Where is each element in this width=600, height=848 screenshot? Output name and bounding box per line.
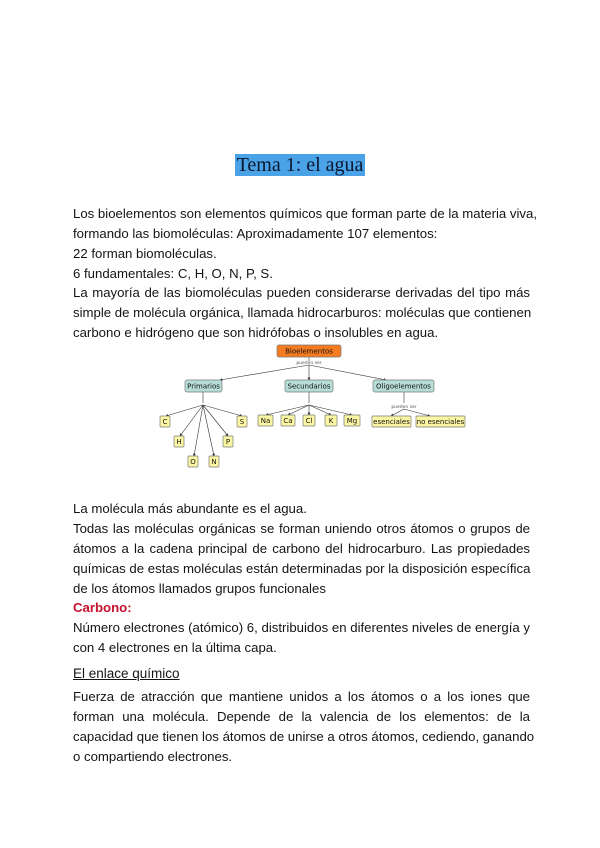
node-c: [160, 416, 170, 427]
node-bioelementos: [277, 345, 341, 357]
carbono-heading: Carbono:: [73, 600, 132, 615]
node-label: C: [162, 418, 168, 426]
text-line: carbono e hidrógeno que son hidrófobas o insolubles en agua.: [73, 325, 439, 340]
functional-groups-paragraph: [73, 499, 530, 599]
text-line: 6 fundamentales: C, H, O, N, P, S.: [73, 266, 273, 281]
node-label: S: [239, 418, 245, 426]
text-line: de los átomos llamados grupos funcionales: [73, 581, 326, 596]
text-line: 22 forman biomoléculas.: [73, 246, 217, 261]
text-line: Fuerza de atracción que mantiene unidos a los átomos o a los iones que: [73, 689, 530, 704]
node-k: [325, 415, 337, 426]
node-label: Na: [260, 417, 271, 425]
node-h: [174, 436, 184, 447]
text-line: Todas las moléculas orgánicas se forman uniendo otros átomos o grupos de: [73, 521, 530, 536]
text-line: átomos a la cadena principal de carbono del hidrocarburo. Las propiedades: [73, 541, 530, 556]
node-na: [258, 415, 273, 426]
enlace-paragraph: [73, 687, 535, 767]
node-label: Primarios: [187, 382, 220, 391]
oligo-link-label: pueden ser: [391, 405, 417, 410]
node-cl: [303, 415, 315, 426]
node-no-esenciales: [416, 416, 465, 427]
text-line: formando las biomoléculas: Aproximadamente 107 elementos:: [73, 226, 438, 241]
text-line: simple de molécula orgánica, llamada hidrocarburos: moléculas que contienen: [73, 305, 532, 320]
text-line: químicas de estas moléculas están determinadas por la disposición específica: [73, 561, 531, 576]
text-line: Número electrones (atómico) 6, distribuidos en diferentes niveles de energía y: [73, 620, 530, 635]
enlace-heading-block: [73, 664, 530, 684]
text-line: La mayoría de las biomoléculas pueden considerarse derivadas del tipo más: [73, 285, 530, 300]
text-line: Los bioelementos son elementos químicos que forman parte de la materia viva,: [73, 206, 538, 221]
node-label: O: [190, 458, 196, 466]
text-line: o compartiendo electrones.: [73, 749, 233, 764]
bioelements-diagram: [158, 343, 478, 471]
hydrocarbon-paragraph: [73, 283, 530, 343]
node-label: P: [225, 438, 231, 446]
node-label: Cl: [305, 417, 313, 425]
text-line: forman una molécula. Depende de la valencia de los elementos: de la: [73, 709, 530, 724]
text-line: con 4 electrones en la última capa.: [73, 640, 277, 655]
node-o: [188, 456, 198, 467]
node-mg: [344, 415, 360, 426]
node-label: Secundarios: [287, 382, 331, 391]
text-line: La molécula más abundante es el agua.: [73, 501, 307, 516]
node-esenciales: [372, 416, 411, 427]
node-label: no esenciales: [416, 418, 465, 426]
node-secundarios: [285, 380, 333, 392]
root-link-label: pueden ser: [296, 361, 322, 366]
text-line: capacidad que tienen los átomos de unirse a otros átomos, cediendo, ganando: [73, 729, 535, 744]
node-oligoelementos: [373, 380, 434, 392]
node-label: K: [328, 417, 334, 425]
node-n: [209, 456, 219, 467]
node-label: Mg: [346, 417, 358, 425]
title-text: Tema 1: el agua: [236, 154, 364, 176]
node-label: N: [211, 458, 217, 466]
intro-paragraph: [73, 204, 538, 284]
node-ca: [281, 415, 295, 426]
node-primarios: [185, 380, 222, 392]
node-label: Ca: [283, 417, 293, 425]
page-title: [0, 153, 600, 177]
carbono-section: [73, 598, 530, 658]
node-label: Oligoelementos: [376, 382, 431, 391]
node-label: Bioelementos: [285, 347, 333, 356]
node-s: [237, 416, 247, 427]
node-p: [223, 436, 233, 447]
node-label: H: [176, 438, 182, 446]
enlace-heading: El enlace químico: [73, 666, 180, 681]
node-label: esenciales: [373, 418, 410, 426]
